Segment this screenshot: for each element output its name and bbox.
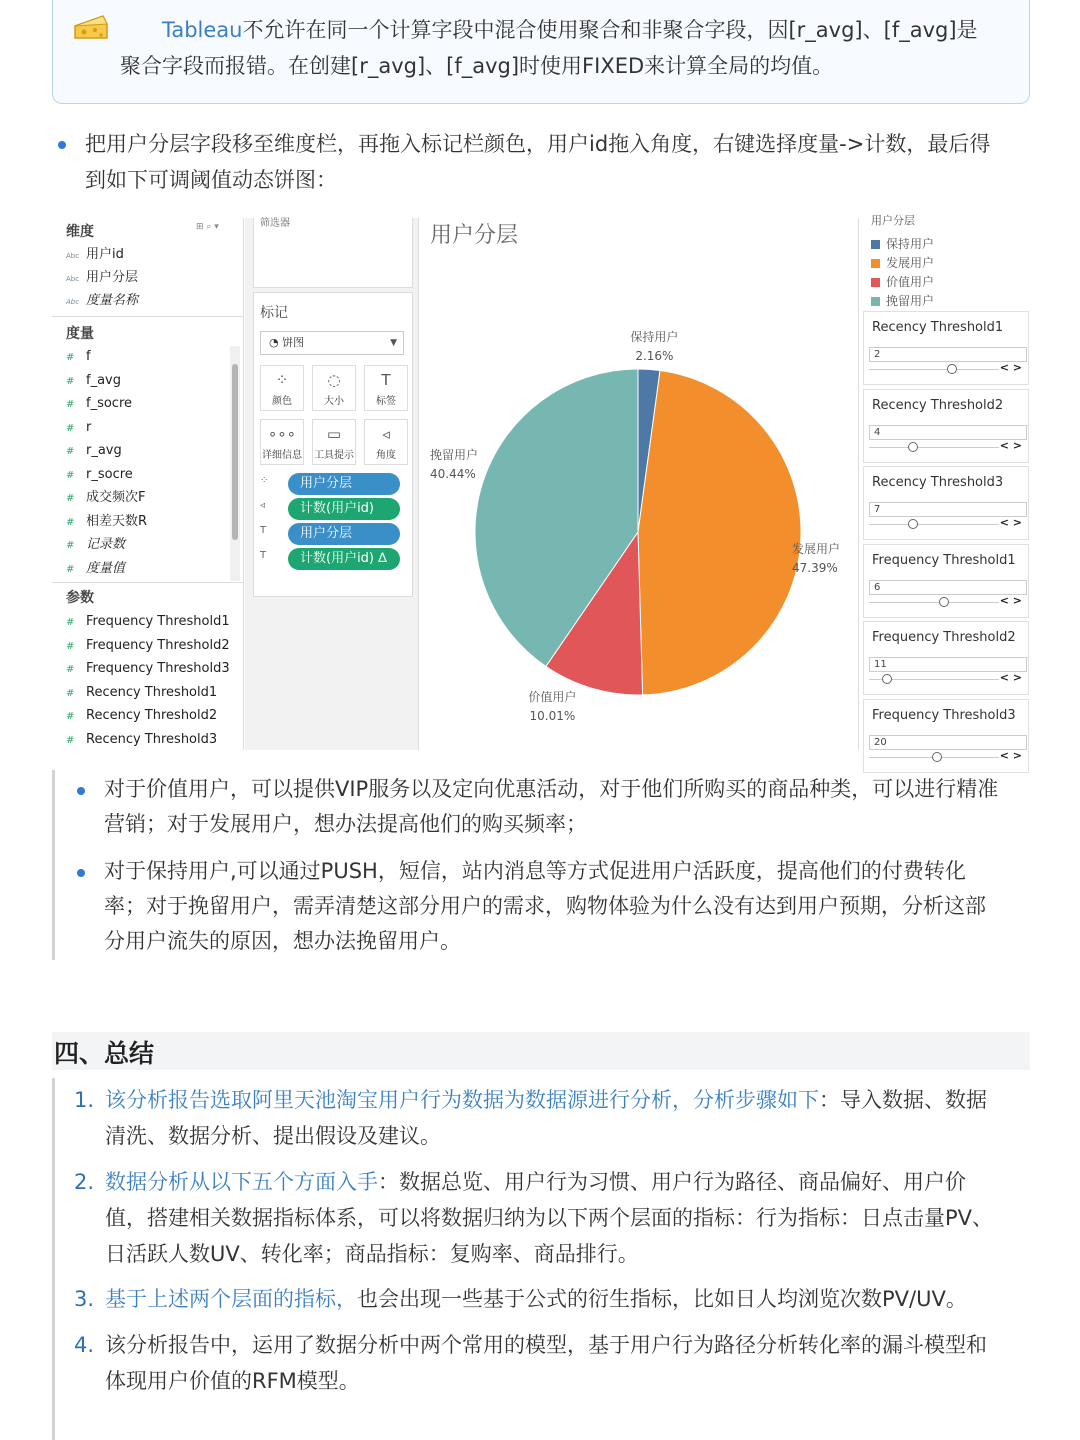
measure-field[interactable]: # 相差天数R: [66, 513, 148, 529]
stepper-arrows-icon[interactable]: < >: [999, 361, 1022, 374]
pie-chart: [420, 218, 856, 750]
parameter-field[interactable]: # Recency Threshold1: [66, 684, 218, 700]
pill-type-icon: T: [260, 550, 267, 561]
parameter-control: Recency Threshold3 7 < >: [863, 466, 1029, 540]
cheese-icon: [73, 12, 109, 42]
ordered-item-2: 2. 数据分析从以下五个方面入手：数据总览、用户行为习惯、用户行为路径、商品偏好、用户价 值，搭建相关数据指标体系，可以将数据归纳为以下两个层面的指标：行为指标：日点击量PV、 日活跃人数UV、转化率；商品指标：复购率、商品排行。: [74, 1170, 994, 1266]
legend-item[interactable]: 发展用户: [871, 254, 934, 273]
slider-knob[interactable]: [932, 752, 942, 762]
parameter-field[interactable]: # Frequency Threshold2: [66, 637, 230, 653]
parameter-control: Frequency Threshold2 11 < >: [863, 621, 1029, 695]
tableau-screenshot: [52, 214, 1030, 762]
stepper-arrows-icon[interactable]: < >: [999, 593, 1022, 607]
section-heading: 四、总结: [52, 1032, 1030, 1070]
measure-field[interactable]: # r_socre: [66, 466, 133, 482]
legend-swatch: [871, 240, 880, 249]
chart-title: 用户分层: [430, 223, 519, 248]
ordered-item-3: 3. 基于上述两个层面的指标，也会出现一些基于公式的衍生指标，比如日人均浏览次数PV/UV。: [74, 1287, 967, 1311]
parameter-input[interactable]: 11: [869, 657, 1027, 672]
legend-swatch: [871, 297, 880, 306]
mark-button[interactable]: ◌ 大小: [312, 365, 356, 411]
parameter-control: Frequency Threshold3 20 < >: [863, 699, 1029, 773]
measure-field[interactable]: # 度量值: [66, 560, 126, 576]
measure-field[interactable]: # r_avg: [66, 443, 122, 458]
dimension-field[interactable]: Abc 用户分层: [66, 270, 139, 285]
dimension-field[interactable]: Abc 度量名称: [66, 293, 139, 308]
quote-bar: [52, 770, 55, 960]
scrollbar-thumb[interactable]: [232, 364, 238, 540]
field-pill[interactable]: 用户分层: [288, 473, 400, 495]
pie-slice[interactable]: [638, 370, 801, 694]
measure-field[interactable]: # f: [66, 349, 91, 364]
legend-item[interactable]: 价值用户: [871, 273, 934, 292]
parameter-input[interactable]: 4: [869, 425, 1027, 440]
slider-track[interactable]: [869, 369, 999, 370]
stepper-arrows-icon[interactable]: < >: [999, 671, 1022, 684]
legend-swatch: [871, 259, 880, 268]
list-item: 对于价值用户，可以提供VIP服务以及定向优惠活动，对于他们所购买的商品种类，可以进行精准 营销；对于发展用户，想办法提高他们的购买频率；: [77, 772, 1032, 842]
chart-view: [420, 218, 856, 750]
parameter-input[interactable]: 2: [869, 347, 1027, 362]
dimensions-title: 维度: [66, 224, 94, 240]
slider-knob[interactable]: [947, 364, 957, 374]
slice-label: 发展用户 47.39%: [792, 542, 841, 575]
bullet-dot: [77, 869, 85, 877]
ordered-item-1: 1. 该分析报告选取阿里天池淘宝用户行为数据为数据源进行分析，分析步骤如下：导入数据、数据 清洗、数据分析、提出假设及建议。: [74, 1088, 987, 1148]
tip-text: Tableau不允许在同一个计算字段中混合使用聚合和非聚合字段，因[r_avg]、[f_avg]是 聚合字段而报错。在创建[r_avg]、[f_avg]时使用FIXED来计算全局的均值。: [120, 18, 978, 78]
list-item: 把用户分层字段移至维度栏，再拖入标记栏颜色，用户id拖入角度，右键选择度量->计数，最后得 到如下可调阈值动态饼图：: [58, 126, 1028, 198]
ordered-item-4: 4. 该分析报告中，运用了数据分析中两个常用的模型，基于用户行为路径分析转化率的漏斗模型和 体现用户价值的RFM模型。: [74, 1333, 987, 1393]
stepper-arrows-icon[interactable]: < >: [999, 748, 1022, 762]
slice-label: 挽留用户 40.44%: [430, 448, 479, 481]
slider-knob[interactable]: [908, 442, 918, 452]
bullet-dot: [77, 787, 85, 795]
parameter-control: Frequency Threshold1 6 < >: [863, 544, 1029, 618]
legend-swatch: [871, 278, 880, 287]
bullet-dot: [58, 141, 66, 149]
slider-track[interactable]: [869, 524, 999, 525]
mark-button[interactable]: ⁘ 颜色: [260, 365, 304, 411]
stepper-arrows-icon[interactable]: < >: [999, 438, 1022, 452]
pill-type-icon: ⁘: [260, 475, 269, 486]
measure-field[interactable]: # 记录数: [66, 537, 126, 552]
pill-type-icon: ◃: [260, 500, 266, 511]
mark-button[interactable]: ▭ 工具提示: [312, 419, 356, 465]
link-text[interactable]: 数据分析从以下五个方面入手: [105, 1170, 378, 1194]
link-text[interactable]: 该分析报告选取阿里天池淘宝用户行为数据为数据源进行分析，分析步骤如下: [105, 1088, 819, 1112]
data-pane: [52, 218, 244, 750]
legend-title: 用户分层: [871, 214, 915, 227]
parameter-input[interactable]: 20: [869, 735, 1027, 750]
slider-track[interactable]: [869, 602, 999, 603]
measures-title: 度量: [66, 326, 94, 342]
slice-label: 保持用户 2.16%: [630, 330, 679, 363]
slider-track[interactable]: [869, 447, 999, 448]
slider-knob[interactable]: [908, 519, 918, 529]
marks-pane: [245, 218, 419, 750]
mark-button[interactable]: ∘∘∘ 详细信息: [260, 419, 304, 465]
field-pill[interactable]: 用户分层: [288, 523, 400, 545]
pill-type-icon: T: [260, 525, 267, 536]
field-pill[interactable]: 计数(用户id): [288, 498, 400, 520]
measure-field[interactable]: # f_socre: [66, 396, 133, 411]
pane-tools-icon[interactable]: ⊞ ⌕ ▾: [196, 222, 219, 232]
field-pill[interactable]: 计数(用户id) ∆: [288, 548, 400, 570]
dimension-field[interactable]: Abc 用户id: [66, 247, 124, 262]
stepper-arrows-icon[interactable]: < >: [999, 516, 1022, 529]
mark-type-select[interactable]: ◔ 饼图 ▼: [260, 331, 404, 355]
link-text[interactable]: 基于上述两个层面的指标，: [105, 1287, 357, 1311]
measure-field[interactable]: # r: [66, 419, 92, 435]
parameter-field[interactable]: # Recency Threshold2: [66, 708, 218, 724]
measure-field[interactable]: # f_avg: [66, 372, 121, 388]
marks-card: 标记 ◔ 饼图 ▼ ⁘ 颜色 ◌ 大小 T 标签 ∘∘∘ 详细信息 ▭ 工具提示 ◃ 角度 ⁘ 用户分层 ◃ 计数(用户id) T 用户分层 T 计数(用户id) ∆: [253, 292, 413, 597]
parameter-field[interactable]: # Frequency Threshold1: [66, 614, 230, 629]
legend-item[interactable]: 挽留用户: [871, 292, 934, 311]
slider-knob[interactable]: [939, 597, 949, 607]
parameter-control: Recency Threshold1 2 < >: [863, 311, 1029, 385]
slider-knob[interactable]: [882, 674, 892, 684]
tip-lead: Tableau: [162, 18, 243, 42]
parameter-field[interactable]: # Recency Threshold3: [66, 732, 218, 747]
parameter-field[interactable]: # Frequency Threshold3: [66, 661, 230, 677]
legend-item[interactable]: 保持用户: [871, 235, 934, 254]
mark-button[interactable]: ◃ 角度: [364, 419, 408, 465]
parameter-input[interactable]: 7: [869, 502, 1027, 517]
filters-shelf[interactable]: 筛选器: [253, 218, 413, 288]
parameter-input[interactable]: 6: [869, 580, 1027, 595]
params-title: 参数: [66, 590, 94, 606]
slice-label: 价值用户 10.01%: [528, 690, 577, 723]
quote-bar: [52, 1078, 55, 1440]
mark-button[interactable]: T 标签: [364, 365, 408, 411]
measure-field[interactable]: # 成交频次F: [66, 490, 146, 505]
legend-pane: [858, 214, 1030, 762]
list-item: 对于保持用户,可以通过PUSH，短信，站内消息等方式促进用户活跃度，提高他们的付费转化 率；对于挽留用户，需弄清楚这部分用户的需求，购物体验为什么没有达到用户预期，分析这部 分用户流失的原因，想办法挽留用户。: [77, 854, 1032, 959]
parameter-control: Recency Threshold2 4 < >: [863, 389, 1029, 463]
